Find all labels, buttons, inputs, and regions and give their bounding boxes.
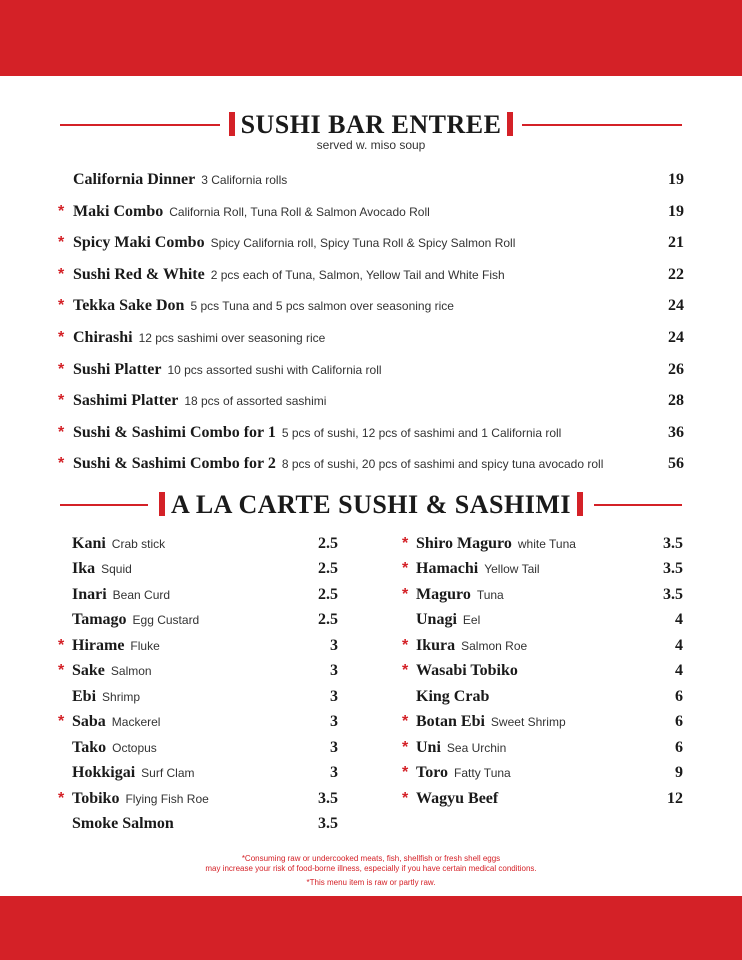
raw-item-star: *	[58, 789, 65, 807]
item-price: 6	[675, 713, 683, 731]
item-description: Salmon Roe	[461, 638, 528, 653]
item-name	[72, 788, 209, 810]
item-description: Shrimp	[102, 689, 141, 704]
alacarte-item	[58, 788, 338, 810]
item-name-text: Uni	[416, 738, 441, 756]
item-name	[73, 327, 325, 349]
item-price: 3.5	[318, 814, 338, 832]
title-bar-left	[159, 492, 165, 516]
raw-item-star: *	[402, 789, 409, 807]
item-name	[72, 635, 160, 657]
item-name-text: Smoke Salmon	[72, 814, 174, 832]
entree-item	[58, 232, 684, 254]
item-description: Octopus	[112, 740, 157, 755]
item-description: Mackerel	[111, 715, 161, 730]
item-name-text: Inari	[72, 585, 107, 603]
item-price: 21	[668, 234, 684, 252]
alacarte-item	[402, 533, 683, 555]
footer-warning-line1: *Consuming raw or undercooked meats, fish, shellfish or fresh shell eggs	[241, 854, 501, 863]
raw-item-star: *	[402, 560, 409, 578]
alacarte-item	[402, 762, 683, 784]
item-description: 8 pcs of sushi, 20 pcs of sashimi and spicy tuna avocado roll	[281, 457, 604, 472]
item-price: 4	[675, 636, 683, 654]
item-name	[73, 359, 382, 381]
item-name	[416, 609, 480, 631]
title-bar-right	[577, 492, 583, 516]
entree-item	[58, 327, 684, 349]
raw-item-star: *	[402, 535, 409, 552]
item-price: 3.5	[663, 560, 683, 578]
bottom-red-band	[0, 896, 742, 960]
item-price: 2.5	[318, 585, 338, 603]
item-description: 10 pcs assorted sushi with California roll	[167, 362, 382, 377]
item-name	[416, 584, 504, 606]
alacarte-item	[58, 660, 338, 682]
alacarte-title: A LA CARTE SUSHI & SASHIMI	[170, 490, 572, 519]
item-price: 28	[668, 392, 684, 410]
item-price: 6	[675, 687, 683, 705]
alacarte-item	[402, 737, 683, 759]
item-description: white Tuna	[517, 537, 576, 551]
alacarte-item	[402, 584, 683, 606]
entree-item	[58, 390, 684, 412]
item-name-text: Sushi & Sashimi Combo for 1	[73, 423, 276, 441]
raw-item-star: *	[402, 585, 409, 603]
item-price: 26	[668, 360, 684, 378]
raw-item-star: *	[402, 764, 409, 782]
item-price: 19	[668, 202, 684, 220]
entree-item	[58, 295, 684, 317]
item-name-text: Sake	[72, 662, 105, 680]
item-description: Salmon	[110, 664, 152, 679]
item-description: Flying Fish Roe	[125, 791, 209, 806]
item-price: 3	[330, 687, 338, 705]
item-name-text: Shiro Maguro	[416, 535, 512, 552]
item-name-text: Wagyu Beef	[416, 789, 499, 807]
raw-item-star: *	[58, 360, 65, 378]
entree-item	[58, 264, 684, 286]
item-price: 56	[668, 455, 684, 473]
item-name	[72, 533, 165, 555]
item-name-text: Wasabi Tobiko	[416, 662, 518, 680]
item-description: Crab stick	[111, 537, 166, 551]
item-price: 9	[675, 764, 683, 782]
item-name-text: Hirame	[72, 636, 125, 654]
item-name-text: Maki Combo	[73, 202, 164, 220]
item-name	[73, 232, 515, 254]
item-name-text: Hamachi	[416, 560, 479, 578]
item-name	[73, 264, 505, 286]
item-name	[416, 762, 511, 784]
item-name	[73, 295, 454, 317]
entree-title: SUSHI BAR ENTREE	[240, 110, 502, 139]
item-name	[73, 453, 603, 475]
item-price: 19	[668, 171, 684, 188]
alacarte-item	[58, 635, 338, 657]
alacarte-item	[402, 558, 683, 580]
item-description: Fatty Tuna	[454, 766, 511, 781]
raw-item-star: *	[58, 265, 65, 283]
raw-item-star: *	[58, 329, 65, 346]
alacarte-item	[402, 711, 683, 733]
raw-item-star: *	[402, 738, 409, 756]
item-description: Tuna	[476, 587, 504, 602]
item-name-text: Tako	[72, 738, 107, 756]
item-price: 4	[675, 662, 683, 680]
item-price: 3	[330, 738, 338, 756]
alacarte-item	[58, 711, 338, 733]
entree-item	[58, 169, 684, 191]
raw-item-star: *	[402, 713, 409, 731]
item-description: 2 pcs each of Tuna, Salmon, Yellow Tail and White Fish	[210, 267, 505, 282]
alacarte-item	[58, 686, 338, 708]
item-name	[72, 686, 140, 708]
item-name-text: Saba	[72, 713, 106, 731]
item-name	[72, 660, 152, 682]
entree-subtitle: served w. miso soup	[316, 138, 426, 152]
item-price: 36	[668, 423, 684, 441]
item-price: 3	[330, 713, 338, 731]
raw-item-star: *	[58, 455, 65, 473]
item-name	[72, 813, 174, 835]
raw-item-star: *	[58, 636, 65, 654]
footer-raw-note: *This menu item is raw or partly raw.	[306, 878, 436, 887]
item-price: 24	[668, 329, 684, 346]
alacarte-item	[402, 788, 683, 810]
alacarte-item	[58, 584, 338, 606]
footer-warning-line2: may increase your risk of food-borne illness, especially if you have certain medical conditions.	[205, 864, 537, 873]
item-name-text: Tekka Sake Don	[73, 297, 185, 315]
item-price: 3	[330, 662, 338, 680]
entree-item	[58, 453, 684, 475]
item-name-text: Sushi Red & White	[73, 265, 205, 283]
entree-header	[60, 110, 682, 140]
item-name-text: Tobiko	[72, 789, 120, 807]
item-name-text: Maguro	[416, 585, 471, 603]
alacarte-item	[402, 635, 683, 657]
alacarte-item	[58, 737, 338, 759]
alacarte-item	[58, 558, 338, 580]
item-description: Surf Clam	[141, 766, 195, 781]
item-name-text: Sushi Platter	[73, 360, 162, 378]
raw-item-star: *	[402, 662, 409, 680]
raw-item-star: *	[58, 713, 65, 731]
item-price: 24	[668, 297, 684, 315]
item-price: 12	[667, 789, 683, 807]
item-name	[416, 711, 566, 733]
entree-item	[58, 359, 684, 381]
item-price: 22	[668, 265, 684, 283]
item-name-text: California Dinner	[73, 171, 196, 188]
item-name	[416, 788, 498, 810]
entree-item	[58, 422, 684, 444]
item-description: Egg Custard	[132, 613, 200, 628]
item-price: 3.5	[318, 789, 338, 807]
item-name-text: Ika	[72, 560, 96, 578]
item-description: Spicy California roll, Spicy Tuna Roll & Spicy Salmon Roll	[210, 236, 516, 251]
item-price: 3.5	[663, 535, 683, 552]
alacarte-item	[58, 609, 338, 631]
item-description: Sweet Shrimp	[490, 715, 566, 730]
item-name-text: Spicy Maki Combo	[73, 234, 205, 252]
entree-item	[58, 201, 684, 223]
item-name-text: Ikura	[416, 636, 456, 654]
item-name-text: Toro	[416, 764, 449, 782]
title-bar-left	[229, 112, 235, 136]
alacarte-item	[58, 762, 338, 784]
alacarte-item	[402, 660, 683, 682]
top-red-band	[0, 0, 742, 76]
item-price: 3	[330, 764, 338, 782]
item-description: Squid	[101, 562, 132, 577]
raw-item-star: *	[58, 234, 65, 252]
item-name-text: Tamago	[72, 611, 127, 629]
item-price: 3.5	[663, 585, 683, 603]
item-name-text: King Crab	[416, 687, 490, 705]
item-price: 2.5	[318, 535, 338, 552]
item-description: 12 pcs sashimi over seasoning rice	[138, 331, 326, 345]
raw-item-star: *	[402, 636, 409, 654]
item-description: 5 pcs of sushi, 12 pcs of sashimi and 1 California roll	[281, 425, 562, 440]
alacarte-header	[60, 490, 682, 520]
item-name	[72, 737, 157, 759]
item-name-text: Sushi & Sashimi Combo for 2	[73, 455, 276, 473]
item-name	[416, 686, 489, 708]
title-bar-right	[507, 112, 513, 136]
item-name-text: Kani	[72, 535, 106, 552]
item-description: California Roll, Tuna Roll & Salmon Avocado Roll	[169, 204, 430, 219]
raw-item-star: *	[58, 392, 65, 410]
item-name-text: Chirashi	[73, 329, 133, 346]
item-name	[73, 390, 326, 412]
item-description: Sea Urchin	[446, 740, 507, 755]
item-description: Bean Curd	[112, 587, 171, 602]
item-name	[73, 422, 561, 444]
raw-item-star: *	[58, 423, 65, 441]
item-description: 3 California rolls	[201, 173, 288, 187]
item-name-text: Unagi	[416, 611, 457, 629]
raw-item-star: *	[58, 297, 65, 315]
item-description: 5 pcs Tuna and 5 pcs salmon over seasoning rice	[190, 299, 454, 314]
item-name	[416, 533, 576, 555]
item-description: Fluke	[130, 638, 160, 653]
item-name	[416, 737, 506, 759]
alacarte-item	[58, 813, 338, 835]
item-name	[416, 660, 518, 682]
item-name	[416, 635, 527, 657]
alacarte-item	[402, 686, 683, 708]
item-price: 2.5	[318, 560, 338, 578]
item-name	[72, 584, 170, 606]
item-description: Yellow Tail	[484, 562, 540, 577]
item-name	[416, 558, 540, 580]
item-price: 4	[675, 611, 683, 629]
item-name-text: Botan Ebi	[416, 713, 485, 731]
alacarte-item	[402, 609, 683, 631]
item-name	[72, 558, 132, 580]
item-name	[73, 201, 430, 223]
item-description: Eel	[462, 613, 481, 628]
item-price: 6	[675, 738, 683, 756]
item-name	[72, 711, 160, 733]
item-price: 3	[330, 636, 338, 654]
item-name	[72, 762, 194, 784]
item-name	[72, 609, 199, 631]
item-name	[73, 169, 287, 191]
raw-item-star: *	[58, 202, 65, 220]
alacarte-item	[58, 533, 338, 555]
item-name-text: Sashimi Platter	[73, 392, 179, 410]
item-name-text: Hokkigai	[72, 764, 136, 782]
item-price: 2.5	[318, 611, 338, 629]
item-description: 18 pcs of assorted sashimi	[184, 394, 327, 409]
item-name-text: Ebi	[72, 687, 97, 705]
raw-item-star: *	[58, 662, 65, 680]
